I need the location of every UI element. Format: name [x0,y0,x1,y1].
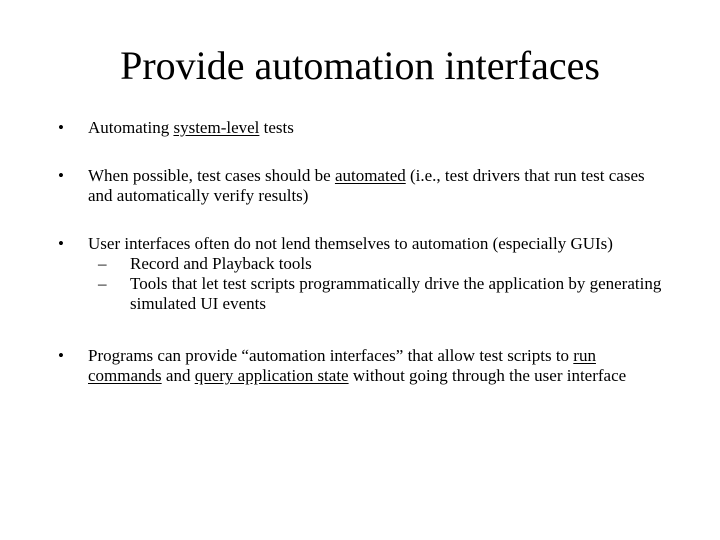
bullet-text [88,166,668,206]
text-run: tests [259,118,294,137]
sub-bullet-marker: – [98,254,107,273]
text-run: (i.e., test drivers that run test cases and automatically verify results) [88,166,645,205]
sub-item-text: Tools that let test scripts programmatically drive the application by generating simulated UI events [130,274,662,313]
text-run: Automating [88,118,174,137]
bullet-marker: • [58,166,64,185]
bullet-marker: • [58,346,64,365]
underlined-term: automated [334,166,406,185]
underlined-term: query application state [194,366,349,385]
sub-item-test-scripts [98,274,668,314]
underlined-term: system-level [173,118,260,137]
text-run: Programs can provide “automation interfaces” that allow test scripts to [88,346,574,365]
text-run: User interfaces often do not lend themselves to automation (especially GUIs) [88,234,613,253]
sub-bullet-list [88,254,668,314]
sub-bullet-marker: – [98,274,107,293]
text-run: When possible, test cases should be [88,166,335,185]
text-run: without going through the user interface [348,366,627,385]
bullet-text [88,118,668,138]
underlined-term: run commands [88,346,596,385]
bullet-marker: • [58,234,64,253]
bullet-text [88,234,668,314]
text-run: and [161,366,195,385]
sub-item-text: Record and Playback tools [130,254,312,273]
sub-item-record-playback [98,254,668,274]
bullet-marker: • [58,118,64,137]
bullet-text [88,346,668,386]
slide-title: Provide automation interfaces [120,43,600,88]
